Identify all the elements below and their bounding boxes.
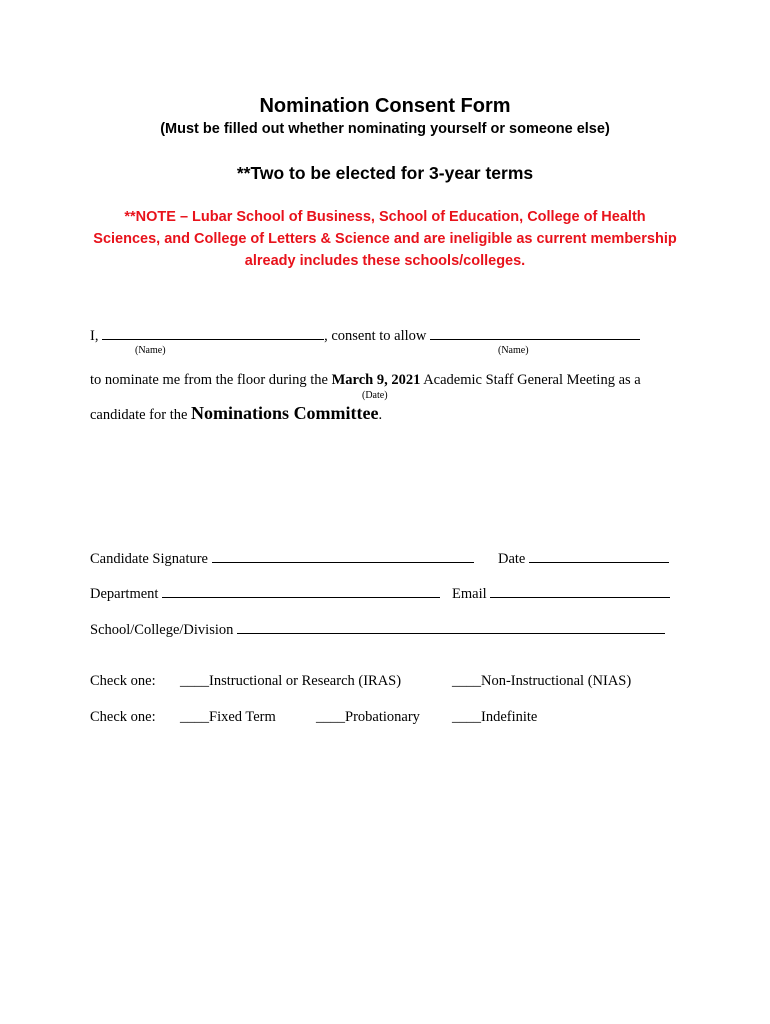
department-blank[interactable]: [162, 584, 440, 598]
consent-line-1: [90, 326, 640, 345]
date-row: [498, 549, 669, 568]
school-blank[interactable]: [237, 620, 665, 634]
consent-line-2: [90, 372, 641, 389]
option-probationary[interactable]: ____Probationary: [316, 709, 420, 725]
nominator-name-blank[interactable]: [430, 326, 640, 340]
line2-end: Academic Staff General Meeting as a: [423, 372, 641, 388]
consent-line-3: [90, 403, 382, 424]
email-label: Email: [452, 586, 487, 602]
date-label: Date: [498, 551, 526, 567]
line3-start: candidate for the: [90, 407, 188, 423]
name-caption-2: (Name): [498, 345, 529, 356]
name-caption-1: (Name): [135, 345, 166, 356]
candidate-signature-row: [90, 549, 474, 568]
department-label: Department: [90, 586, 159, 602]
form-subtitle: (Must be filled out whether nominating yourself or someone else): [160, 121, 610, 137]
option-indefinite[interactable]: ____Indefinite: [452, 709, 538, 725]
email-blank[interactable]: [490, 584, 670, 598]
nominee-name-blank[interactable]: [102, 326, 324, 340]
department-row: [90, 584, 440, 603]
consent-prefix: I,: [90, 328, 99, 344]
check-row-1-label: Check one:: [90, 673, 156, 689]
date-blank[interactable]: [529, 549, 669, 563]
check-row-2-label: Check one:: [90, 709, 156, 725]
school-row: [90, 620, 665, 639]
candidate-signature-label: Candidate Signature: [90, 551, 208, 567]
date-caption: (Date): [362, 390, 388, 401]
consent-middle: , consent to allow: [324, 328, 427, 344]
ineligibility-note: **NOTE – Lubar School of Business, School of Education, College of Health Sciences, and College of Letters & Science and are ineligible as current membership already includes these schools/colleges.: [93, 209, 677, 269]
email-row: [452, 584, 670, 603]
election-terms: **Two to be elected for 3-year terms: [236, 163, 534, 183]
meeting-date: March 9, 2021: [331, 372, 421, 388]
candidate-signature-blank[interactable]: [212, 549, 474, 563]
line2-start: to nominate me from the floor during the: [90, 372, 328, 388]
line3-end: .: [378, 407, 383, 423]
committee-name: Nominations Committee: [191, 403, 379, 423]
option-fixed-term[interactable]: ____Fixed Term: [180, 709, 276, 725]
form-title: Nomination Consent Form: [259, 95, 511, 117]
option-iras[interactable]: ____Instructional or Research (IRAS): [180, 673, 402, 689]
option-nias[interactable]: ____Non-Instructional (NIAS): [452, 673, 632, 689]
school-label: School/College/Division: [90, 622, 234, 638]
